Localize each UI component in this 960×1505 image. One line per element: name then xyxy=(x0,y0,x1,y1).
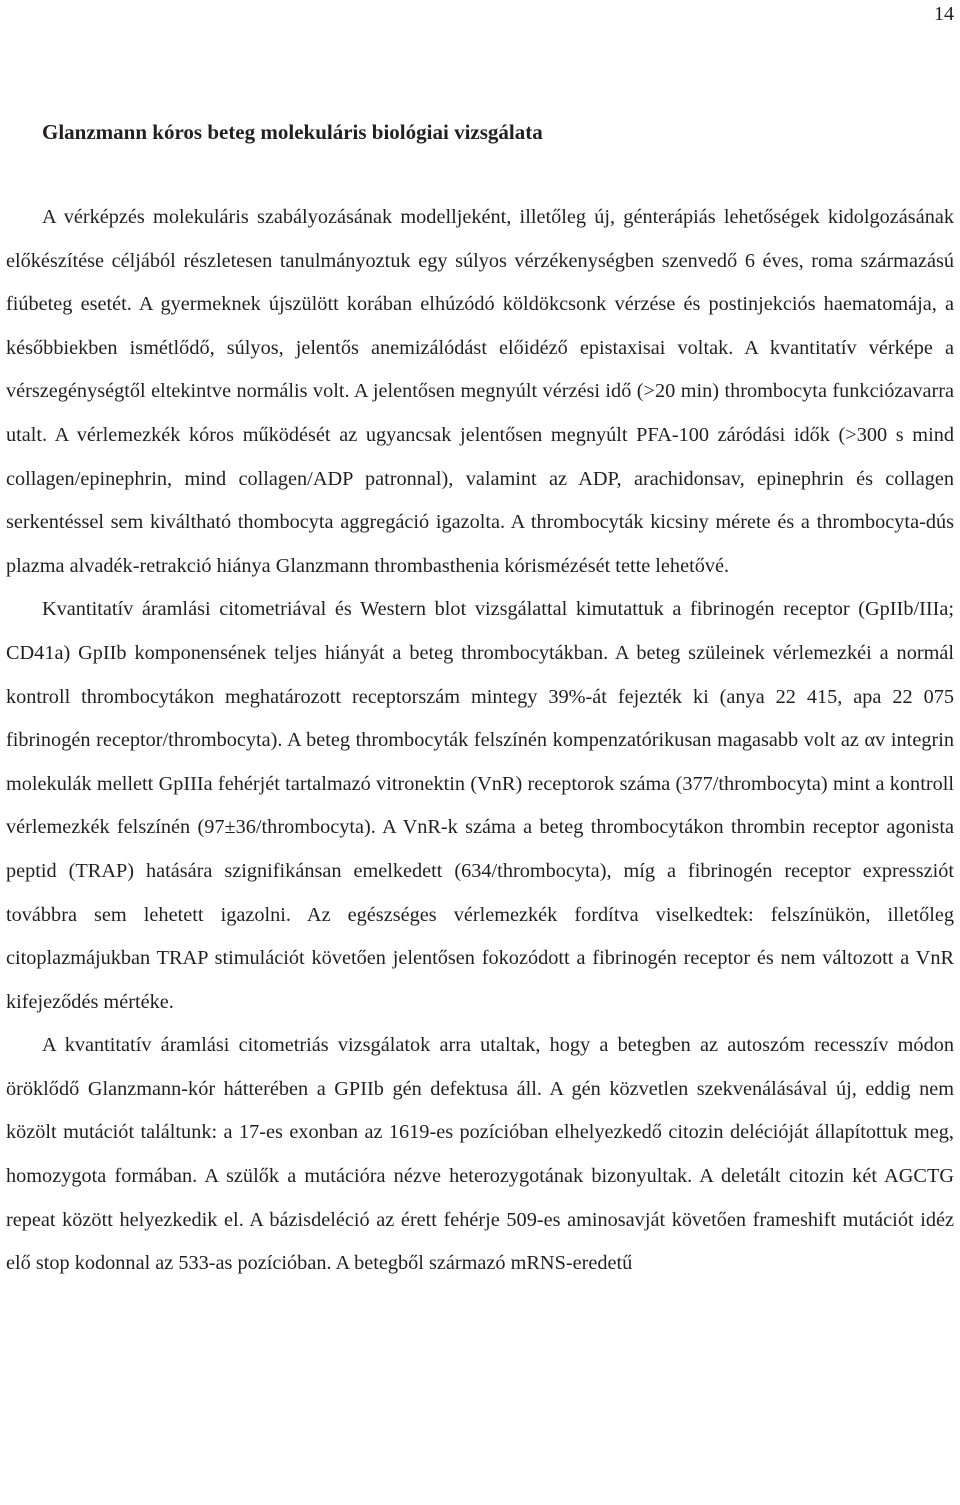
paragraph-3: A kvantitatív áramlási citometriás vizsgálatok arra utaltak, hogy a betegben az autoszóm recesszív módon öröklődő Glanzmann-kór hátterében a GPIIb gén defektusa áll. A gén közvetlen szekvenálásával új, eddig nem közölt mutációt találtunk: a 17-es exonban az 1619-es pozícióban elhelyezkedő citozin delécióját állapítottuk meg, homozygota formában. A szülők a mutációra nézve heterozygotának bizonyultak. A deletált citozin két AGCTG repeat között helyezkedik el. A bázisdeléció az érett fehérje 509-es aminosavját követően frameshift mutációt idéz elő stop kodonnal az 533-as pozícióban. A betegből származó mRNS-eredetű xyxy=(6,1034,954,1275)
section-title: Glanzmann kóros beteg molekuláris biológiai vizsgálata xyxy=(42,120,543,144)
body-text xyxy=(6,196,954,1286)
page-number: 14 xyxy=(934,3,954,25)
paragraph-1: A vérképzés molekuláris szabályozásának modelljeként, illetőleg új, génterápiás lehetőségek kidolgozásának előkészítése céljából részletesen tanulmányoztuk egy súlyos vérzékenységben szenvedő 6 éves, roma származású fiúbeteg esetét. A gyermeknek újszülött korában elhúzódó köldökcsonk vérzése és postinjekciós haematomája, a későbbiekben ismétlődő, súlyos, jelentős anemizálódást előidéző epistaxisai voltak. A kvantitatív vérképe a vérszegénységtől eltekintve normális volt. A jelentősen megnyúlt vérzési idő (>20 min) thrombocyta funkciózavarra utalt. A vérlemezkék kóros működését az ugyancsak jelentősen megnyúlt PFA-100 záródási idők (>300 s mind collagen/epinephrin, mind collagen/ADP patronnal), valamint az ADP, arachidonsav, epinephrin és collagen serkentéssel sem kiváltható thombocyta aggregáció igazolta. A thrombocyták kicsiny mérete és a thrombocyta-dús plazma alvadék-retrakció hiánya Glanzmann thrombasthenia kórismézését tette lehetővé. xyxy=(6,206,954,577)
paragraph-2: Kvantitatív áramlási citometriával és Western blot vizsgálattal kimutattuk a fibrinogén receptor (GpIIb/IIIa; CD41a) GpIIb komponensének teljes hiányát a beteg thrombocytákban. A beteg szüleinek vérlemezkéi a normál kontroll thrombocytákon meghatározott receptorszám mintegy 39%-át fejezték ki (anya 22 415, apa 22 075 fibrinogén receptor/thrombocyta). A beteg thrombocyták felszínén kompenzatórikusan magasabb volt az αv integrin molekulák mellett GpIIIa fehérjét tartalmazó vitronektin (VnR) receptorok száma (377/thrombocyta) mint a kontroll vérlemezkék felszínén (97±36/thrombocyta). A VnR-k száma a beteg thrombocytákon thrombin receptor agonista peptid (TRAP) hatására szignifikánsan emelkedett (634/thrombocyta), míg a fibrinogén receptor expressziót továbbra sem lehetett igazolni. Az egészséges vérlemezkék fordítva viselkedtek: felszínükön, illetőleg citoplazmájukban TRAP stimulációt követően jelentősen fokozódott a fibrinogén receptor és nem változott a VnR kifejeződés mértéke. xyxy=(6,598,954,1013)
